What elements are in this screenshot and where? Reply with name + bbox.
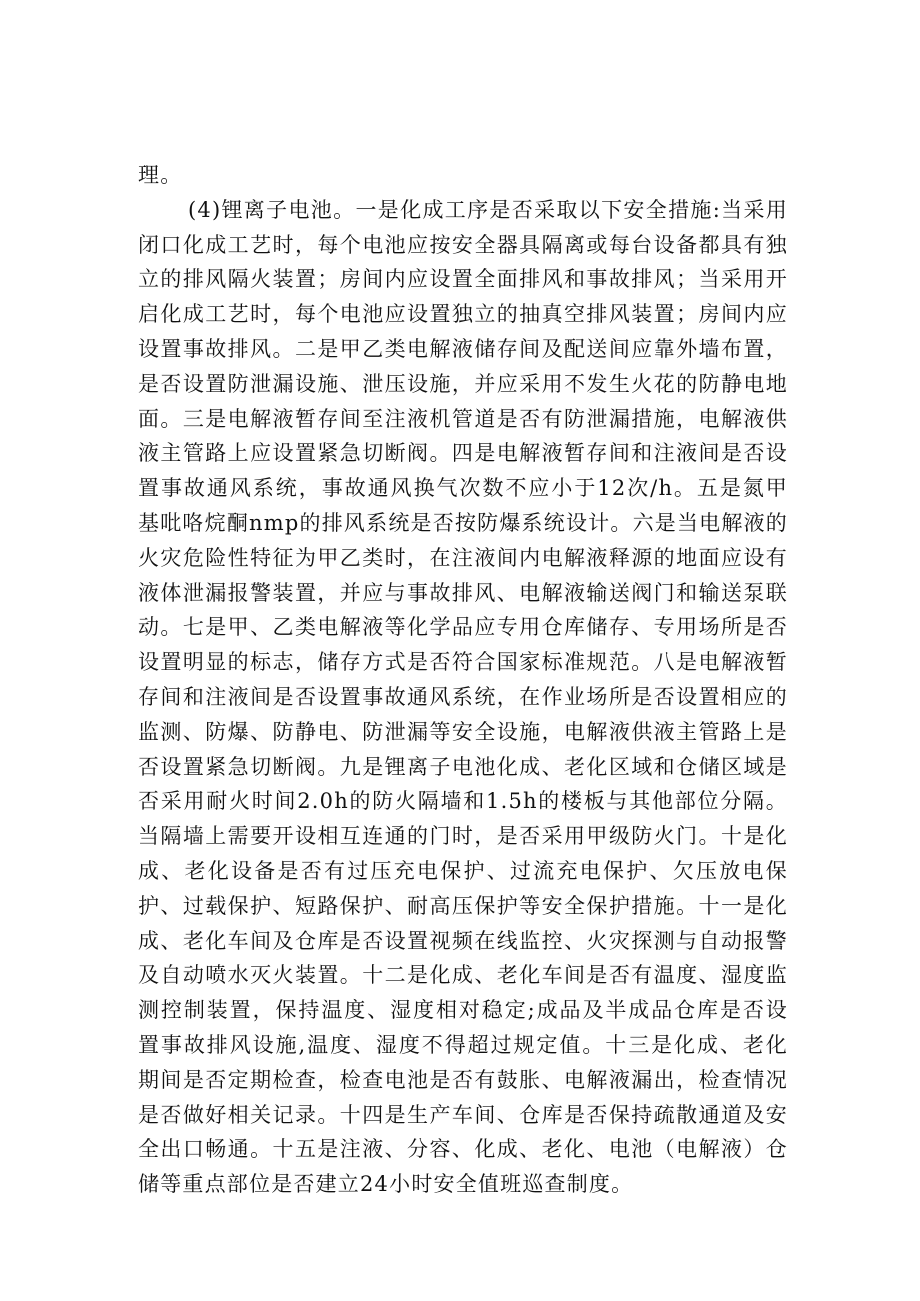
body-text	[138, 158, 788, 1202]
section-4-paragraph: (4)锂离子电池。一是化成工序是否采取以下安全措施:当采用闭口化成工艺时，每个电池应按安全器具隔离或每台设备都具有独立的排风隔火装置；房间内应设置全面排风和事故排风；当采用开启化成工艺时，每个电池应设置独立的抽真空排风装置；房间内应设置事故排风。二是甲乙类电解液储存间及配送间应靠外墙布置，是否设置防泄漏设施、泄压设施，并应采用不发生火花的防静电地面。三是电解液暂存间至注液机管道是否有防泄漏措施，电解液供液主管路上应设置紧急切断阀。四是电解液暂存间和注液间是否设置事故通风系统，事故通风换气次数不应小于12次/h。五是氮甲基吡咯烷酮nmp的排风系统是否按防爆系统设计。六是当电解液的火灾危险性特征为甲乙类时，在注液间内电解液释源的地面应设有液体泄漏报警装置，并应与事故排风、电解液输送阀门和输送泵联动。七是甲、乙类电解液等化学品应专用仓库储存、专用场所是否设置明显的标志，储存方式是否符合国家标准规范。八是电解液暂存间和注液间是否设置事故通风系统，在作业场所是否设置相应的监测、防爆、防静电、防泄漏等安全设施，电解液供液主管路上是否设置紧急切断阀。九是锂离子电池化成、老化区域和仓储区域是否采用耐火时间2.0h的防火隔墙和1.5h的楼板与其他部位分隔。当隔墙上需要开设相互连通的门时，是否采用甲级防火门。十是化成、老化设备是否有过压充电保护、过流充电保护、欠压放电保护、过载保护、短路保护、耐高压保护等安全保护措施。十一是化成、老化车间及仓库是否设置视频在线监控、火灾探测与自动报警及自动喷水灭火装置。十二是化成、老化车间是否有温度、湿度监测控制装置，保持温度、湿度相对稳定;成品及半成品仓库是否设置事故排风设施,温度、湿度不得超过规定值。十三是化成、老化期间是否定期检查，检查电池是否有鼓胀、电解液漏出，检查情况是否做好相关记录。十四是生产车间、仓库是否保持疏散通道及安全出口畅通。十五是注液、分容、化成、老化、电池（电解液）仓储等重点部位是否建立24小时安全值班巡查制度。	[138, 197, 788, 1197]
continuation-line: 理。	[138, 163, 183, 187]
